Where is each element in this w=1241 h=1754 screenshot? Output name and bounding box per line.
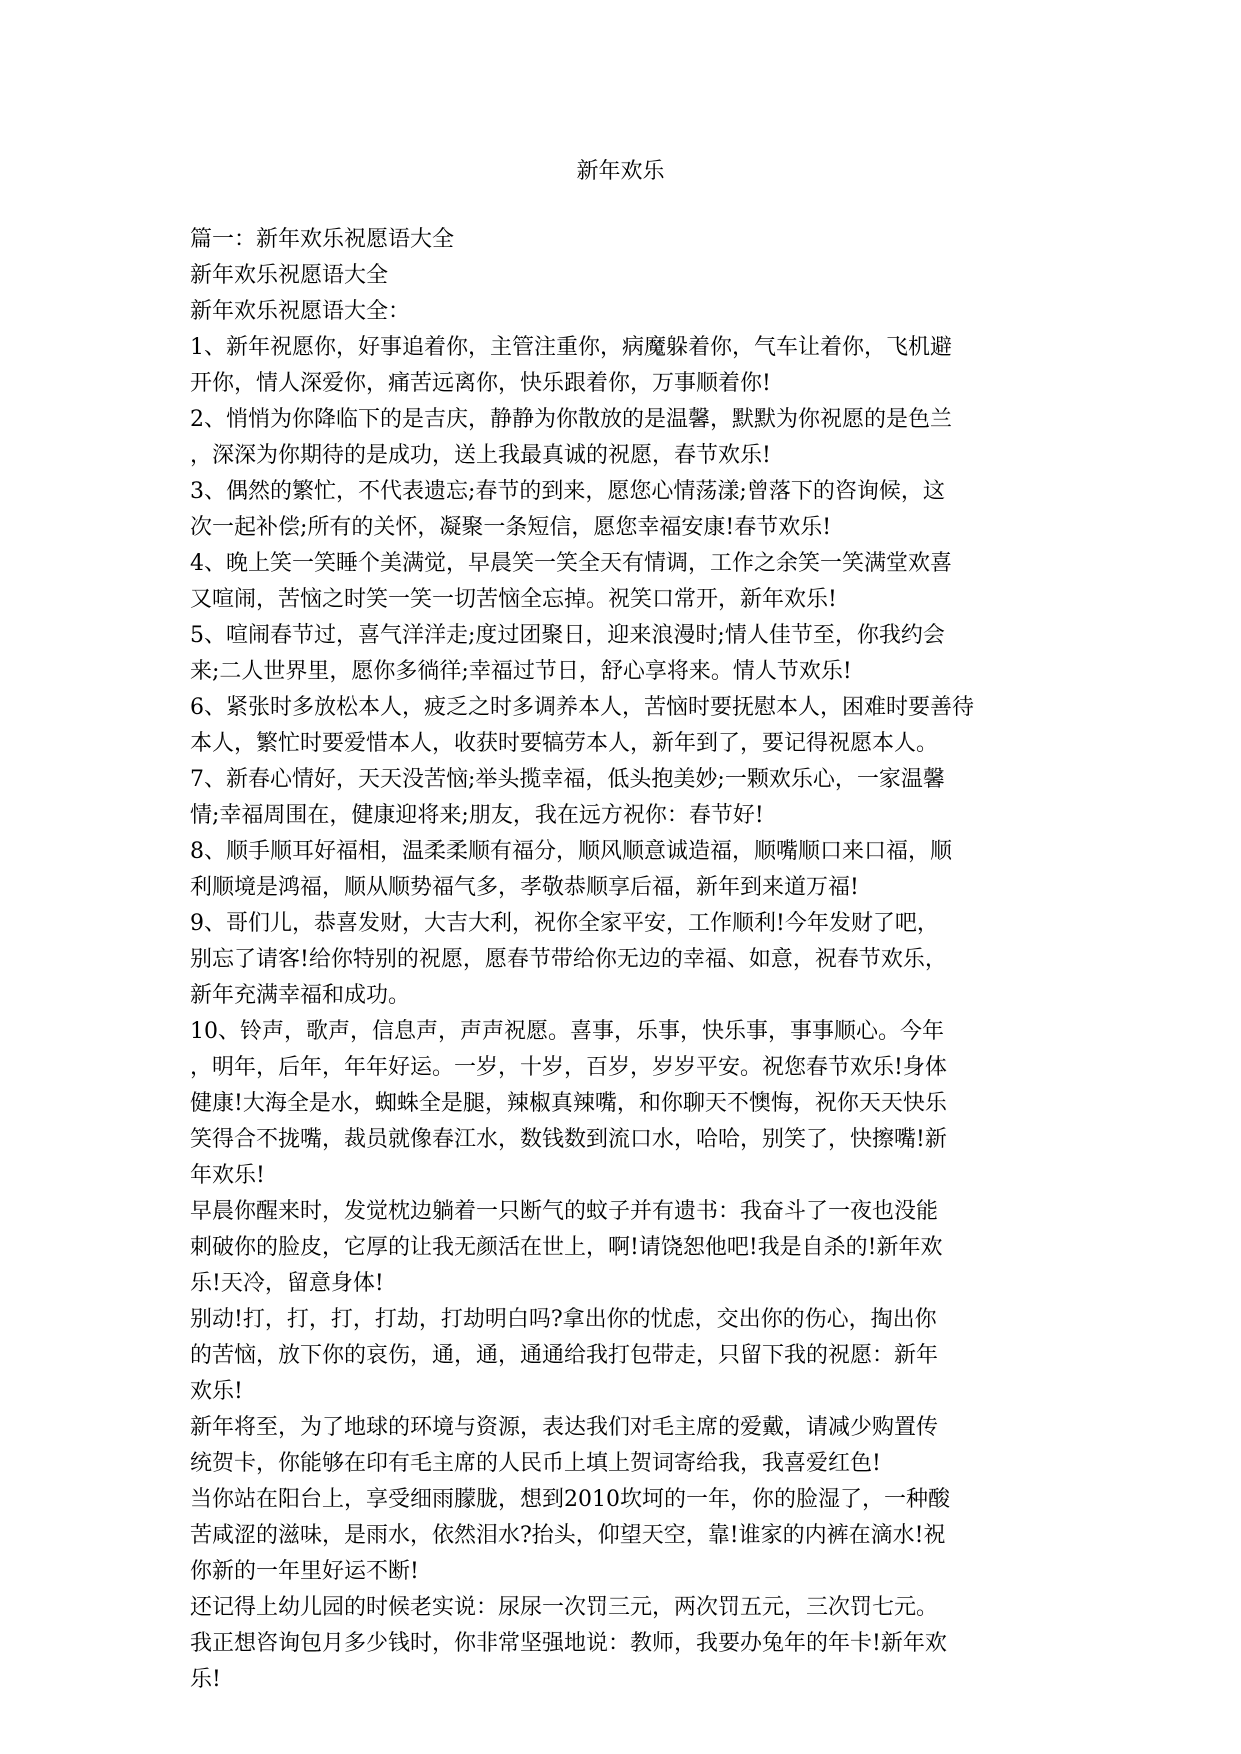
text-line: ，深深为你期待的是成功，送上我最真诚的祝愿，春节欢乐! xyxy=(190,443,771,468)
text-line: 8、顺手顺耳好福相，温柔柔顺有福分，顺风顺意诚造福，顺嘴顺口来口福，顺 xyxy=(190,839,952,864)
text-line: ，明年，后年，年年好运。一岁，十岁，百岁，岁岁平安。祝您春节欢乐!身体 xyxy=(190,1055,947,1080)
text-line: 3、偶然的繁忙，不代表遗忘;春节的到来，愿您心情荡漾;曾落下的咨询候，这 xyxy=(190,479,945,504)
text-line: 本人，繁忙时要爱惜本人，收获时要犒劳本人，新年到了，要记得祝愿本人。 xyxy=(190,731,939,756)
text-line: 开你，情人深爱你，痛苦远离你，快乐跟着你，万事顺着你! xyxy=(190,371,771,396)
text-line: 当你站在阳台上，享受细雨朦胧，想到2010坎坷的一年，你的脸湿了，一种酸 xyxy=(190,1487,950,1512)
text-line: 我正想咨询包月多少钱时，你非常坚强地说：教师，我要办兔年的年卡!新年欢 xyxy=(190,1631,947,1656)
text-line: 年欢乐! xyxy=(190,1163,265,1188)
document-body xyxy=(190,222,1060,1698)
text-line: 情;幸福周围在，健康迎将来;朋友，我在远方祝你：春节好! xyxy=(190,803,764,828)
text-line: 欢乐! xyxy=(190,1379,243,1404)
text-line: 4、晚上笑一笑睡个美满觉，早晨笑一笑全天有情调，工作之余笑一笑满堂欢喜 xyxy=(190,551,952,576)
text-line: 9、哥们儿，恭喜发财，大吉大利，祝你全家平安，工作顺利!今年发财了吧， xyxy=(190,911,939,936)
text-line: 乐!天冷，留意身体! xyxy=(190,1271,384,1296)
text-line: 新年将至，为了地球的环境与资源，表达我们对毛主席的爱戴，请减少购置传 xyxy=(190,1415,939,1440)
text-line: 苦咸涩的滋味，是雨水，依然泪水?抬头，仰望天空，靠!谁家的内裤在滴水!祝 xyxy=(190,1523,946,1548)
text-line: 2、悄悄为你降临下的是吉庆，静静为你散放的是温馨，默默为你祝愿的是色兰 xyxy=(190,407,952,432)
text-line: 来;二人世界里，愿你多徜徉;幸福过节日，舒心享将来。情人节欢乐! xyxy=(190,659,852,684)
text-line: 统贺卡，你能够在印有毛主席的人民币上填上贺词寄给我，我喜爱红色! xyxy=(190,1451,881,1476)
text-line: 新年充满幸福和成功。 xyxy=(190,983,411,1008)
text-line: 还记得上幼儿园的时候老实说：尿尿一次罚三元，两次罚五元，三次罚七元。 xyxy=(190,1595,939,1620)
document-title: 新年欢乐 xyxy=(576,159,665,184)
text-line: 的苦恼，放下你的哀伤，通，通，通通给我打包带走，只留下我的祝愿：新年 xyxy=(190,1343,939,1368)
text-line: 篇一：新年欢乐祝愿语大全 xyxy=(190,227,455,252)
text-line: 新年欢乐祝愿语大全 xyxy=(190,263,389,288)
text-line: 新年欢乐祝愿语大全： xyxy=(190,299,411,324)
text-line: 1、新年祝愿你，好事追着你，主管注重你，病魔躲着你，气车让着你，飞机避 xyxy=(190,335,952,360)
text-line: 乐! xyxy=(190,1667,221,1692)
text-line: 你新的一年里好运不断! xyxy=(190,1559,419,1584)
text-line: 又喧闹，苦恼之时笑一笑一切苦恼全忘掉。祝笑口常开，新年欢乐! xyxy=(190,587,837,612)
text-line: 别忘了请客!给你特别的祝愿，愿春节带给你无边的幸福、如意，祝春节欢乐， xyxy=(190,947,947,972)
text-line: 7、新春心情好，天天没苦恼;举头揽幸福，低头抱美妙;一颗欢乐心，一家温馨 xyxy=(190,767,945,792)
text-line: 刺破你的脸皮，它厚的让我无颜活在世上，啊!请饶恕他吧!我是自杀的!新年欢 xyxy=(190,1235,943,1260)
text-line: 10、铃声，歌声，信息声，声声祝愿。喜事，乐事，快乐事，事事顺心。今年 xyxy=(190,1019,944,1044)
text-line: 笑得合不拢嘴，裁员就像春江水，数钱数到流口水，哈哈，别笑了，快擦嘴!新 xyxy=(190,1127,947,1152)
text-line: 别动!打，打，打，打劫，打劫明白吗?拿出你的忧虑，交出你的伤心，掏出你 xyxy=(190,1307,937,1332)
text-line: 早晨你醒来时，发觉枕边躺着一只断气的蚊子并有遗书：我奋斗了一夜也没能 xyxy=(190,1199,939,1224)
text-line: 5、喧闹春节过，喜气洋洋走;度过团聚日，迎来浪漫时;情人佳节至，你我约会 xyxy=(190,623,945,648)
text-line: 次一起补偿;所有的关怀，凝聚一条短信，愿您幸福安康!春节欢乐! xyxy=(190,515,832,540)
text-line: 6、紧张时多放松本人，疲乏之时多调养本人，苦恼时要抚慰本人，困难时要善待 xyxy=(190,695,974,720)
text-line: 健康!大海全是水，蜘蛛全是腿，辣椒真辣嘴，和你聊天不懊悔，祝你天天快乐 xyxy=(190,1091,947,1116)
text-line: 利顺境是鸿福，顺从顺势福气多，孝敬恭顺享后福，新年到来道万福! xyxy=(190,875,859,900)
